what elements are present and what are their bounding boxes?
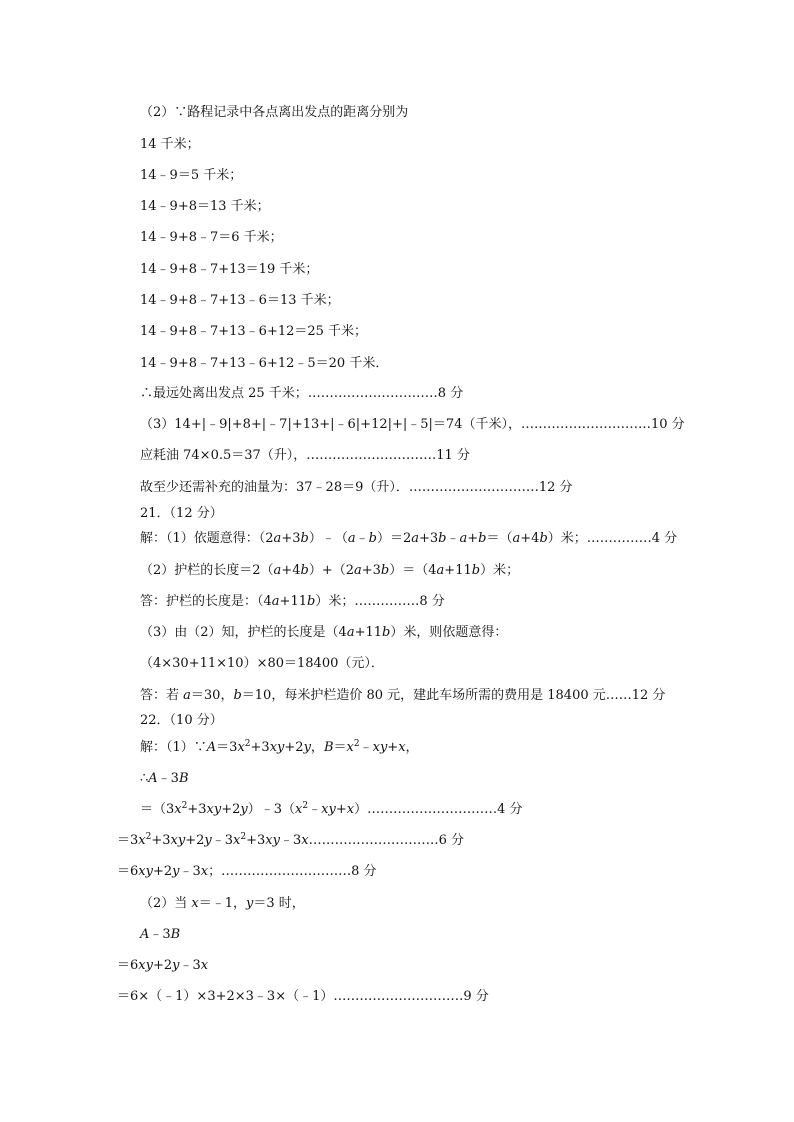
line-q22-2-step2: ＝6×（﹣1）×3+2×3﹣3×（﹣1）…………………………9 分 bbox=[117, 989, 489, 1004]
line-q21-2-answer: 答：护栏的长度是：（4a+11b）米；……………8 分 bbox=[140, 594, 445, 609]
line-q21-2: （2）护栏的长度＝2（a+4b）+（2a+3b）＝（4a+11b）米； bbox=[140, 563, 520, 578]
line-q22-2-when: （2）当 x＝﹣1，y＝3 时， bbox=[140, 896, 305, 911]
line-q22-step1: $=(3x^2+3xy+2y)﹣3(x^2﹣xy+x)\dots\dots\dots\dots\dots\dots\dots\dots\dots\dots 4$ 分 bbox=[140, 801, 523, 817]
line-fuel-needed: 故至少还需补充的油量为：37﹣28＝9（升）．…………………………12 分 bbox=[140, 480, 573, 495]
line-dist-2: 14﹣9＝5 千米； bbox=[140, 168, 243, 183]
line-dist-3: 14﹣9+8＝13 千米； bbox=[140, 199, 270, 214]
line-farthest: ∴最远处离出发点 25 千米；…………………………8 分 bbox=[140, 386, 464, 401]
line-q22-expr: ∴A﹣3B bbox=[140, 771, 189, 786]
line-q22-step2: $=3x^2+3xy+2y﹣3x^2+3xy﹣3x\dots\dots\dots\dots\dots\dots\dots\dots\dots\dots 6$ 分 bbox=[117, 832, 464, 848]
line-q22-2-expr: A﹣3B bbox=[140, 927, 181, 942]
line-dist-6: 14﹣9+8﹣7+13﹣6＝13 千米； bbox=[140, 293, 340, 308]
line-dist-1: 14 千米； bbox=[140, 137, 200, 152]
line-q21-3-calc: （4×30+11×10）×80＝18400（元）． bbox=[140, 656, 384, 671]
line-q22-1-given: 解：$(1)\because A=3x^2+3xy+2y$，$B=x^2﹣xy+x$， bbox=[140, 739, 419, 755]
line-q21-heading: 21．（12 分） bbox=[140, 506, 223, 521]
line-q21-3-answer: 答：若 a＝30，b＝10，每米护栏造价 80 元，建此车场所需的费用是 18400 元……12 分 bbox=[140, 688, 666, 703]
line-q21-3: （3）由（2）知，护栏的长度是（4a+11b）米，则依题意得： bbox=[140, 625, 508, 640]
line-dist-8: 14﹣9+8﹣7+13﹣6+12﹣5＝20 千米． bbox=[140, 356, 389, 371]
line-q22-step3: ＝6xy+2y﹣3x；…………………………8 分 bbox=[117, 864, 377, 879]
line-q20-2-intro: （2）∵路程记录中各点离出发点的距离分别为 bbox=[140, 105, 409, 120]
line-q20-3-total: （3）14+|﹣9|+8+|﹣7|+13+|﹣6|+12|+|﹣5|＝74（千米），…………………………10 分 bbox=[140, 417, 685, 432]
line-dist-5: 14﹣9+8﹣7+13＝19 千米； bbox=[140, 262, 319, 277]
line-dist-4: 14﹣9+8﹣7＝6 千米； bbox=[140, 230, 283, 245]
line-q21-1: 解：（1）依题意得：（2a+3b）﹣（a﹣b）＝2a+3b﹣a+b＝（a+4b）米；……………4 分 bbox=[140, 531, 678, 546]
line-q22-2-step1: ＝6xy+2y﹣3x bbox=[117, 958, 209, 973]
line-fuel-used: 应耗油 74×0.5＝37（升），…………………………11 分 bbox=[140, 448, 470, 463]
line-q22-heading: 22．（10 分） bbox=[140, 713, 223, 728]
line-dist-7: 14﹣9+8﹣7+13﹣6+12＝25 千米； bbox=[140, 324, 368, 339]
